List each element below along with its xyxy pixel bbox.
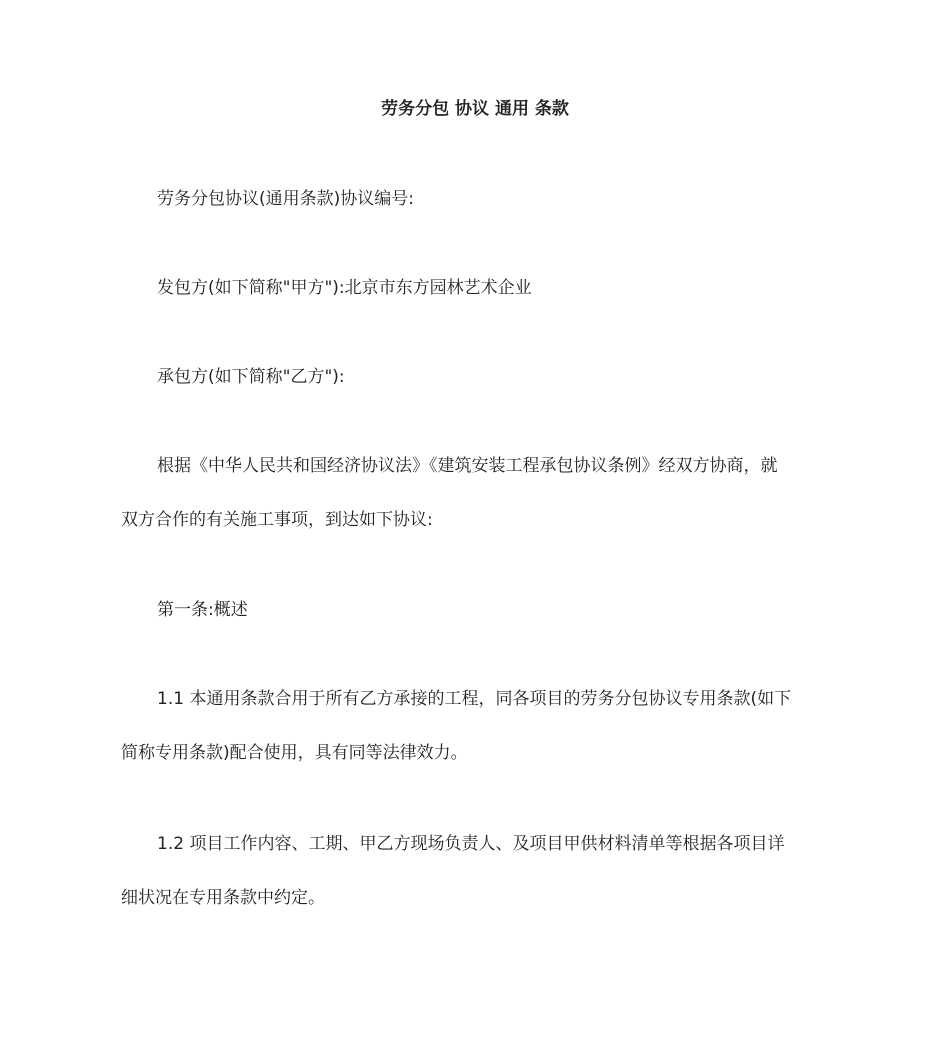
paragraph-party-b [121, 364, 833, 390]
paragraph-line: 1.2 项目工作内容、工期、甲乙方现场负责人、及项目甲供材料清单等根据各项目详 [157, 834, 785, 854]
paragraph-line: 承包方(如下简称"乙方"): [157, 367, 345, 387]
paragraph-line: 发包方(如下简称"甲方"):北京市东方园林艺术企业 [157, 278, 532, 298]
paragraph-line: 第一条:概述 [157, 600, 248, 620]
paragraph-article-one-heading [121, 597, 833, 623]
paragraph-line: 1.1 本通用条款合用于所有乙方承接的工程，同各项目的劳务分包协议专用条款(如下 [157, 689, 792, 709]
paragraph-line: 劳务分包协议(通用条款)协议编号: [157, 189, 414, 209]
paragraph-clause-1-1 [121, 686, 833, 766]
paragraph-line: 细状况在专用条款中约定。 [121, 888, 325, 908]
paragraph-clause-1-2 [121, 831, 833, 911]
paragraph-basis [121, 453, 833, 533]
paragraph-line: 根据《中华人民共和国经济协议法》《建筑安装工程承包协议条例》经双方协商，就 [157, 456, 778, 476]
paragraph-line: 双方合作的有关施工事项，到达如下协议: [121, 510, 433, 530]
document-title: 劳务分包 协议 通用 条款 [381, 99, 569, 119]
paragraph-line: 简称专用条款)配合使用，具有同等法律效力。 [121, 743, 468, 763]
paragraph-party-a [121, 275, 833, 301]
paragraph-agreement-number [121, 186, 833, 212]
